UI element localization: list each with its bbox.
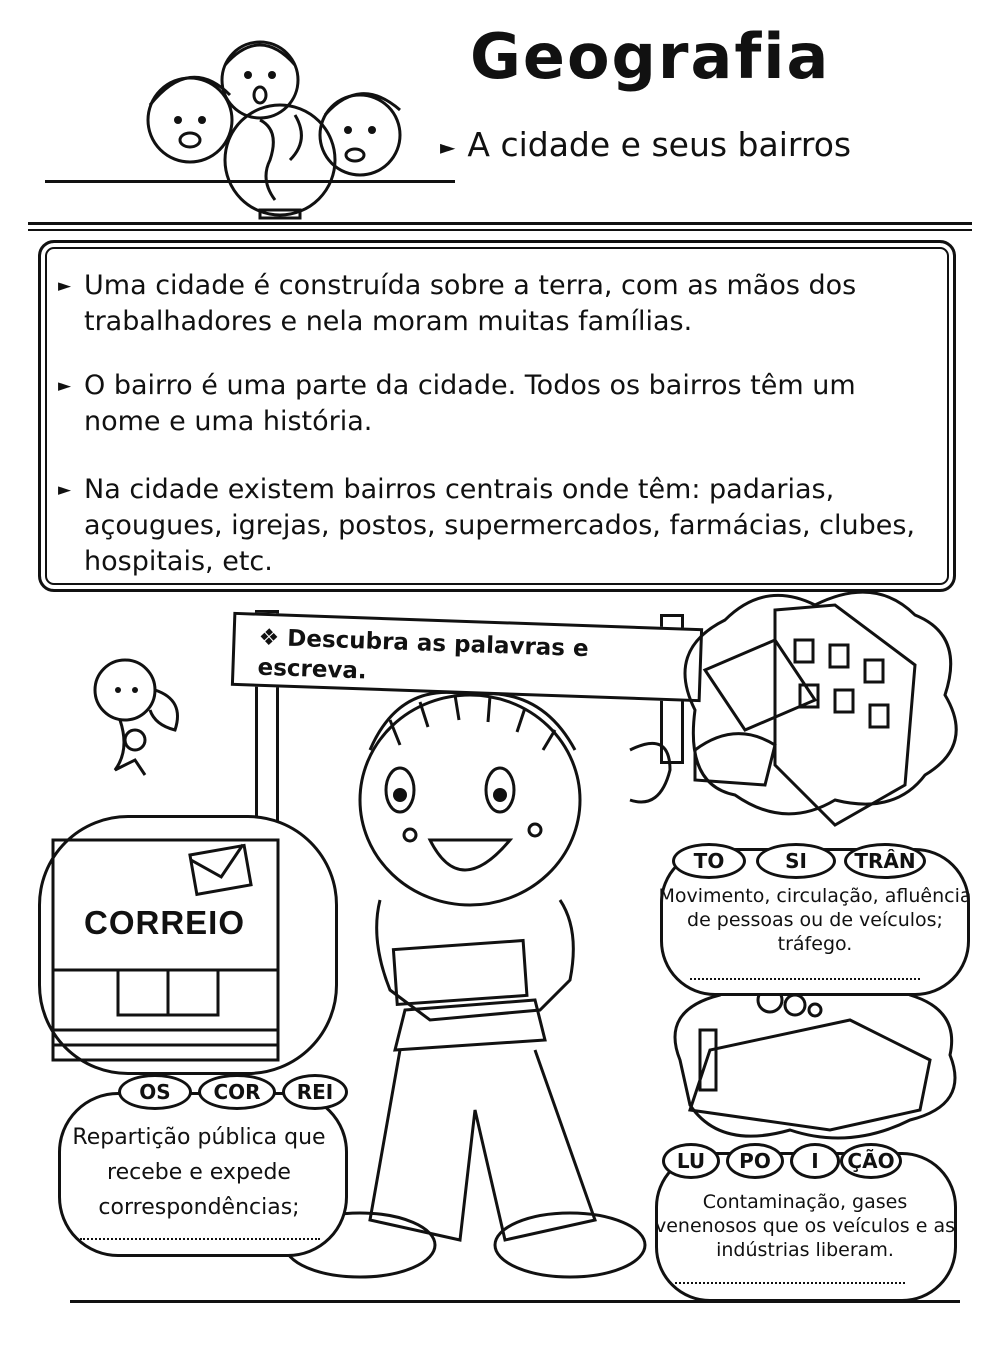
ground-line [70,1300,960,1303]
syllable-bubble: PO [726,1143,784,1179]
instruction-text: Descubra as palavras e escreva. [257,625,590,685]
triangle-bullet-icon: ► [440,134,456,159]
puzzle-definition: Contaminação, gases venenosos que os veículos e as indústrias liberam. [655,1191,956,1261]
info-item-text: Uma cidade é construída sobre a terra, com as mãos dos trabalhadores e nela moram muitas famílias. [84,270,857,337]
syllable-bubble: TRÂN [844,843,926,879]
header-divider-top [28,222,972,225]
page-subtitle [440,125,851,164]
syllable-bubble: ÇÃO [840,1143,902,1179]
answer-line[interactable] [80,1238,320,1240]
children-globe-illustration [120,20,420,220]
building-cloud-illustration [665,590,975,840]
info-item [58,368,938,440]
syllable-bubble: REI [282,1074,348,1110]
post-office-illustration [48,830,288,1070]
syllable-bubble: I [790,1143,840,1179]
info-item-text: Na cidade existem bairros centrais onde têm: padarias, açougues, igrejas, postos, supermercados, farmácias, clubes, hospitais, etc. [84,474,915,577]
puzzle-definition: Movimento, circulação, afluência de pessoas ou de veículos; tráfego. [658,885,972,955]
answer-line[interactable] [690,978,920,980]
triangle-bullet-icon: ► [58,480,72,500]
info-item-text: O bairro é uma parte da cidade. Todos os bairros têm um nome e uma história. [84,370,856,437]
syllable-bubble: LU [662,1143,720,1179]
post-office-sign: CORREIO [84,904,246,941]
info-item [58,472,938,580]
syllable-bubble: OS [118,1074,192,1110]
syllable-bubble: COR [198,1074,276,1110]
syllable-bubble: TO [672,843,746,879]
info-item [58,268,938,340]
header-divider-bottom [28,229,972,231]
angel-illustration [80,650,190,780]
syllable-bubble: SI [756,843,836,879]
answer-line[interactable] [675,1282,905,1284]
triangle-bullet-icon: ► [58,276,72,296]
page-title: Geografia [470,20,831,93]
diamond-bullet-icon: ❖ [258,624,280,652]
subtitle-text: A cidade e seus bairros [467,125,852,164]
factory-cloud-illustration [660,980,970,1150]
puzzle-definition: Repartição pública que recebe e expede correspondências; [72,1125,326,1220]
header-underline-short [45,180,455,183]
triangle-bullet-icon: ► [58,376,72,396]
